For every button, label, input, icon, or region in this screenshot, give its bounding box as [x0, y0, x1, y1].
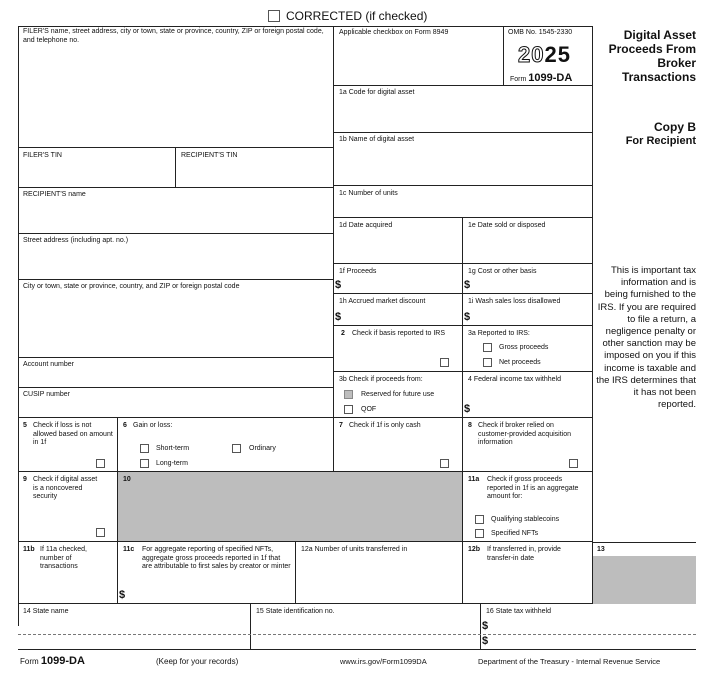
city-label: City or town, state or province, country, and ZIP or foreign postal code	[23, 283, 240, 290]
box-10-number: 10	[123, 476, 131, 483]
ordinary-checkbox[interactable]	[232, 444, 241, 453]
box-11b[interactable]	[18, 542, 118, 604]
box-6-number: 6	[123, 422, 127, 429]
box-1d[interactable]	[334, 218, 463, 264]
specified-nfts-label: Specified NFTs	[491, 530, 539, 537]
net-proceeds-label: Net proceeds	[499, 359, 541, 366]
account-number-label: Account number	[23, 361, 74, 368]
box-8-number: 8	[468, 422, 472, 429]
box-3a[interactable]	[463, 326, 593, 372]
net-proceeds-checkbox[interactable]	[483, 358, 492, 367]
box-3b[interactable]	[334, 372, 463, 418]
box-11b-number: 11b	[23, 546, 35, 553]
box-13-number: 13	[597, 546, 605, 553]
qualifying-stablecoins-checkbox[interactable]	[475, 515, 484, 524]
box-5[interactable]	[18, 418, 118, 472]
box-8-label: Check if broker relied on customer-provided acquisition information	[478, 422, 571, 446]
box-14-label: 14 State name	[23, 608, 69, 615]
form-8949-label: Applicable checkbox on Form 8949	[339, 29, 449, 36]
form-number: Form 1099-DA	[510, 72, 573, 84]
reserved-checkbox	[344, 390, 353, 399]
box-1e-label: 1e Date sold or disposed	[468, 222, 546, 229]
box-1h-label: 1h Accrued market discount	[339, 298, 426, 305]
cusip-label: CUSIP number	[23, 391, 70, 398]
tax-year-suffix: 25	[544, 42, 571, 67]
box-1h-dollar: $	[335, 311, 342, 323]
copy-b: Copy B	[654, 120, 696, 134]
box-15-label: 15 State identification no.	[256, 608, 335, 615]
filer-tin-label: FILER'S TIN	[23, 152, 62, 159]
qof-label: QOF	[361, 406, 377, 413]
box-4-label: 4 Federal income tax withheld	[468, 376, 561, 383]
gross-proceeds-label: Gross proceeds	[499, 344, 549, 351]
box-13	[593, 542, 696, 604]
corrected-label: CORRECTED (if checked)	[286, 9, 428, 23]
box-9-checkbox[interactable]	[96, 528, 105, 537]
short-term-checkbox[interactable]	[140, 444, 149, 453]
box-12b-label: If transferred in, provide transfer-in date	[487, 546, 561, 562]
long-term-checkbox[interactable]	[140, 459, 149, 468]
tax-year-prefix: 20	[518, 42, 545, 67]
box-11c-label: For aggregate reporting of specified NFTs, aggregate gross proceeds reported in 1f that are attributable to first sales by creator or minter	[142, 546, 291, 570]
box-11a-label: Check if gross proceeds reported in 1f is an aggregate amount for:	[487, 476, 579, 500]
box-1i[interactable]	[463, 294, 593, 326]
street-address-label: Street address (including apt. no.)	[23, 237, 129, 244]
recipient-tin-label: RECIPIENT'S TIN	[181, 152, 238, 159]
omb-number: OMB No. 1545-2330	[508, 29, 573, 36]
box-1a[interactable]	[334, 86, 593, 133]
box-5-number: 5	[23, 422, 27, 429]
footer-form-number: Form 1099-DA	[20, 655, 85, 667]
box-13-shade	[593, 556, 696, 604]
box-2-label: Check if basis reported to IRS	[352, 330, 445, 337]
box-3b-label: 3b Check if proceeds from:	[339, 376, 423, 383]
box-1b[interactable]	[334, 133, 593, 186]
box-1a-label: 1a Code for digital asset	[339, 89, 415, 96]
tax-year	[518, 42, 571, 68]
box-1i-dollar: $	[464, 311, 471, 323]
box-2-number: 2	[341, 330, 345, 337]
box-1d-label: 1d Date acquired	[339, 222, 393, 229]
box-15[interactable]	[251, 604, 481, 650]
box-16-dollar-2: $	[482, 635, 489, 647]
box-1i-label: 1i Wash sales loss disallowed	[468, 298, 561, 305]
box-1g[interactable]	[463, 264, 593, 294]
box-1b-label: 1b Name of digital asset	[339, 136, 415, 143]
box-7[interactable]	[334, 418, 463, 472]
cusip-box[interactable]	[18, 388, 334, 418]
gross-proceeds-checkbox[interactable]	[483, 343, 492, 352]
box-9[interactable]	[18, 472, 118, 542]
filer-name-label: FILER'S name, street address, city or town, state or province, country, ZIP or foreign postal code, and telephone no.	[23, 28, 324, 44]
box-2[interactable]	[334, 326, 463, 372]
box-5-checkbox[interactable]	[96, 459, 105, 468]
box-9-label: Check if digital asset is a noncovered security	[33, 476, 98, 500]
street-address-box[interactable]	[18, 234, 334, 280]
city-box[interactable]	[18, 280, 334, 358]
copy-for: For Recipient	[625, 135, 696, 147]
box-6-label: Gain or loss:	[133, 422, 173, 429]
box-1c-label: 1c Number of units	[339, 190, 398, 197]
box-11c-dollar: $	[119, 589, 126, 601]
corrected-checkbox[interactable]	[268, 10, 280, 22]
recipient-name-label: RECIPIENT'S name	[23, 191, 86, 198]
footer-keep: (Keep for your records)	[156, 657, 239, 666]
specified-nfts-checkbox[interactable]	[475, 529, 484, 538]
reserved-label: Reserved for future use	[361, 391, 435, 398]
form-8949-box[interactable]	[334, 26, 504, 86]
box-4-dollar: $	[464, 403, 471, 415]
account-number-box[interactable]	[18, 358, 334, 388]
recipient-name-box[interactable]	[18, 188, 334, 234]
box-16-label: 16 State tax withheld	[486, 608, 551, 615]
box-7-checkbox[interactable]	[440, 459, 449, 468]
ordinary-label: Ordinary	[249, 445, 276, 452]
box-2-checkbox[interactable]	[440, 358, 449, 367]
box-12a-label: 12a Number of units transferred in	[301, 546, 408, 553]
box-6[interactable]	[118, 418, 334, 472]
footer-dept: Department of the Treasury - Internal Revenue Service	[478, 657, 661, 666]
box-12b-number: 12b	[468, 546, 481, 553]
box-1f-label: 1f Proceeds	[339, 268, 377, 275]
box-5-label: Check if loss is not allowed based on amount in 1f	[33, 422, 113, 446]
omb-year-box	[504, 26, 593, 86]
state-divider	[18, 634, 696, 635]
box-1f-dollar: $	[335, 279, 342, 291]
important-notice: This is important tax information and is being furnished to the IRS. If you are required to file a return, a negligence penalty or other sanction may be imposed on you if this income is taxable and the IRS determines that it has not been reported.	[596, 265, 696, 411]
box-11c-number: 11c	[123, 546, 135, 553]
box-16[interactable]	[481, 604, 696, 650]
box-1g-label: 1g Cost or other basis	[468, 268, 537, 275]
box-8[interactable]	[463, 418, 593, 472]
box-11a-number: 11a	[468, 476, 480, 483]
qualifying-stablecoins-label: Qualifying stablecoins	[491, 516, 560, 523]
box-1f[interactable]	[334, 264, 463, 294]
recipient-tin-box[interactable]	[176, 148, 334, 188]
footer-url: www.irs.gov/Form1099DA	[340, 657, 427, 666]
box-11b-label: If 11a checked, number of transactions	[40, 546, 87, 570]
box-16-dollar-1: $	[482, 620, 489, 632]
box-9-number: 9	[23, 476, 27, 483]
box-8-checkbox[interactable]	[569, 459, 578, 468]
filer-name-box[interactable]	[18, 26, 334, 148]
short-term-label: Short-term	[156, 445, 190, 452]
box-10	[118, 472, 463, 542]
box-7-number: 7	[339, 422, 343, 429]
filer-tin-box[interactable]	[18, 148, 176, 188]
box-11a[interactable]	[463, 472, 593, 542]
long-term-label: Long-term	[156, 460, 188, 467]
box-4[interactable]	[463, 372, 593, 418]
box-7-label: Check if 1f is only cash	[349, 422, 421, 429]
box-1g-dollar: $	[464, 279, 471, 291]
form-title: Digital Asset Proceeds From Broker Transactions	[608, 28, 696, 84]
box-1h[interactable]	[334, 294, 463, 326]
box-11c[interactable]	[118, 542, 296, 604]
box-1c[interactable]	[334, 186, 593, 218]
box-3a-label: 3a Reported to IRS:	[468, 330, 530, 337]
box-12b[interactable]	[463, 542, 593, 604]
qof-checkbox[interactable]	[344, 405, 353, 414]
box-1e[interactable]	[463, 218, 593, 264]
box-14[interactable]	[18, 604, 251, 650]
box-12a[interactable]	[296, 542, 463, 604]
